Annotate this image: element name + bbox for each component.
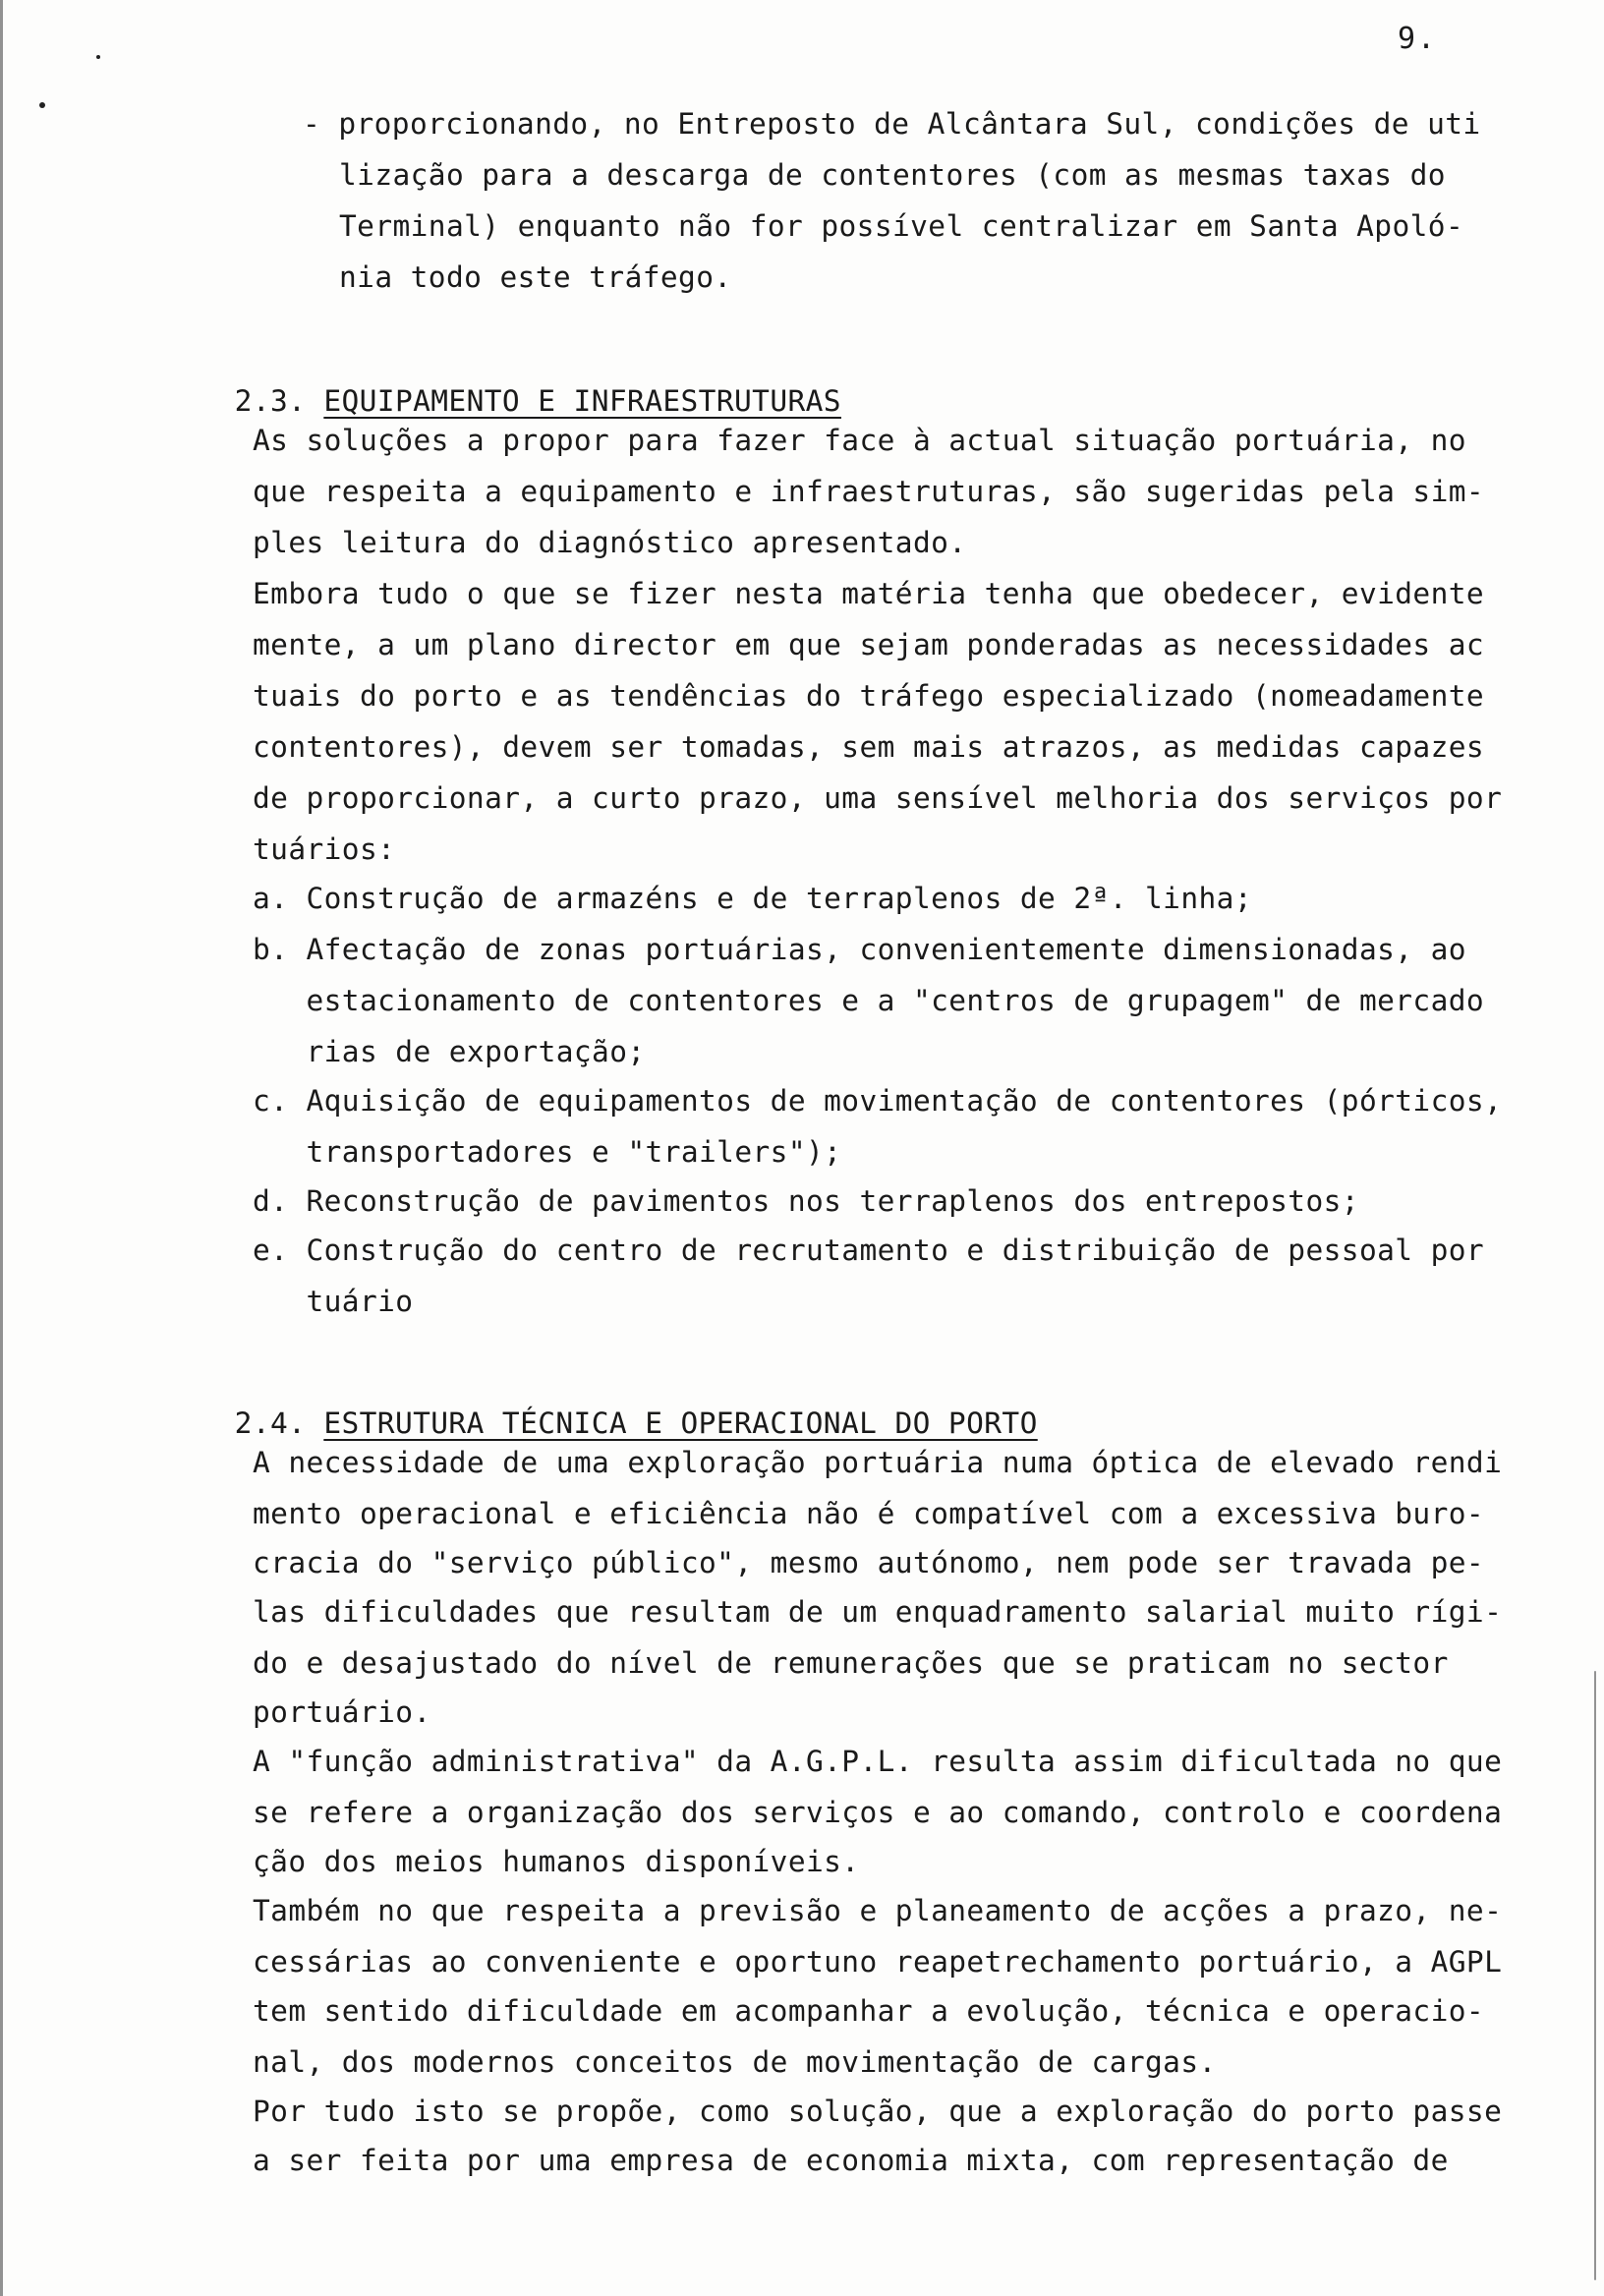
bullet-line: lização para a descarga de contentores (com as mesmas taxas do (339, 158, 1446, 192)
section-number: 2.3. (234, 384, 307, 418)
list-item-e-cont: tuário (253, 1285, 414, 1318)
list-item-c: c. Aquisição de equipamentos de movimentação de contentores (pórticos, (253, 1084, 1503, 1118)
paragraph-line: mento operacional e eficiência não é compatível com a excessiva buro- (253, 1497, 1485, 1530)
paragraph-line: portuário. (253, 1695, 431, 1729)
bullet-line: nia todo este tráfego. (339, 260, 732, 294)
scan-speck (39, 102, 45, 108)
section-title: ESTRUTURA TÉCNICA E OPERACIONAL DO PORTO (323, 1406, 1038, 1440)
list-item-b-cont: estacionamento de contentores e a "centros de grupagem" de mercado (253, 984, 1485, 1017)
scan-edge-right (1594, 1671, 1596, 2280)
list-item-d: d. Reconstrução de pavimentos nos terraplenos dos entrepostos; (253, 1184, 1359, 1218)
list-item-c-cont: transportadores e "trailers"); (253, 1135, 842, 1169)
paragraph-line: tuários: (253, 832, 396, 866)
paragraph-line: As soluções a propor para fazer face à actual situação portuária, no (253, 424, 1466, 457)
paragraph-line: a ser feita por uma empresa de economia mixta, com representação de (253, 2144, 1449, 2177)
paragraph-line: tem sentido dificuldade em acompanhar a evolução, técnica e operacio- (253, 1994, 1485, 2028)
scan-edge-left (0, 0, 3, 2296)
paragraph-line: A "função administrativa" da A.G.P.L. resulta assim dificultada no que (253, 1745, 1503, 1778)
bullet-line: Terminal) enquanto não for possível centralizar em Santa Apoló- (339, 209, 1464, 243)
bullet-line: - proporcionando, no Entreposto de Alcântara Sul, condições de uti (303, 107, 1481, 141)
paragraph-line: ples leitura do diagnóstico apresentado. (253, 526, 967, 559)
paragraph-line: cessárias ao conveniente e oportuno reapetrechamento portuário, a AGPL (253, 1945, 1503, 1979)
list-item-e: e. Construção do centro de recrutamento e distribuição de pessoal por (253, 1234, 1485, 1267)
paragraph-line: Por tudo isto se propõe, como solução, que a exploração do porto passe (253, 2095, 1503, 2128)
page-number: 9. (1398, 22, 1438, 56)
paragraph-line: de proporcionar, a curto prazo, uma sensível melhoria dos serviços por (253, 781, 1503, 815)
list-item-b: b. Afectação de zonas portuárias, convenientemente dimensionadas, ao (253, 933, 1466, 966)
scan-speck (96, 55, 100, 59)
paragraph-line: Embora tudo o que se fizer nesta matéria tenha que obedecer, evidente (253, 577, 1485, 610)
paragraph-line: Também no que respeita a previsão e planeamento de acções a prazo, ne- (253, 1894, 1503, 1927)
paragraph-line: cracia do "serviço público", mesmo autónomo, nem pode ser travada pe- (253, 1546, 1485, 1579)
paragraph-line: que respeita a equipamento e infraestruturas, são sugeridas pela sim- (253, 475, 1485, 508)
paragraph-line: tuais do porto e as tendências do tráfego especializado (nomeadamente (253, 679, 1485, 713)
paragraph-line: se refere a organização dos serviços e ao comando, controlo e coordena (253, 1796, 1503, 1829)
paragraph-line: do e desajustado do nível de remunerações que se praticam no sector (253, 1646, 1449, 1680)
paragraph-line: contentores), devem ser tomadas, sem mais atrazos, as medidas capazes (253, 730, 1485, 764)
list-item-b-cont: rias de exportação; (253, 1035, 646, 1068)
paragraph-line: nal, dos modernos conceitos de movimentação de cargas. (253, 2045, 1217, 2079)
list-item-a: a. Construção de armazéns e de terraplenos de 2ª. linha; (253, 882, 1252, 915)
paragraph-line: mente, a um plano director em que sejam ponderadas as necessidades ac (253, 628, 1485, 661)
section-number: 2.4. (234, 1406, 307, 1440)
section-title: EQUIPAMENTO E INFRAESTRUTURAS (323, 384, 841, 418)
paragraph-line: las dificuldades que resultam de um enquadramento salarial muito rígi- (253, 1595, 1503, 1629)
paragraph-line: ção dos meios humanos disponíveis. (253, 1845, 860, 1878)
paragraph-line: A necessidade de uma exploração portuária numa óptica de elevado rendi (253, 1446, 1503, 1479)
